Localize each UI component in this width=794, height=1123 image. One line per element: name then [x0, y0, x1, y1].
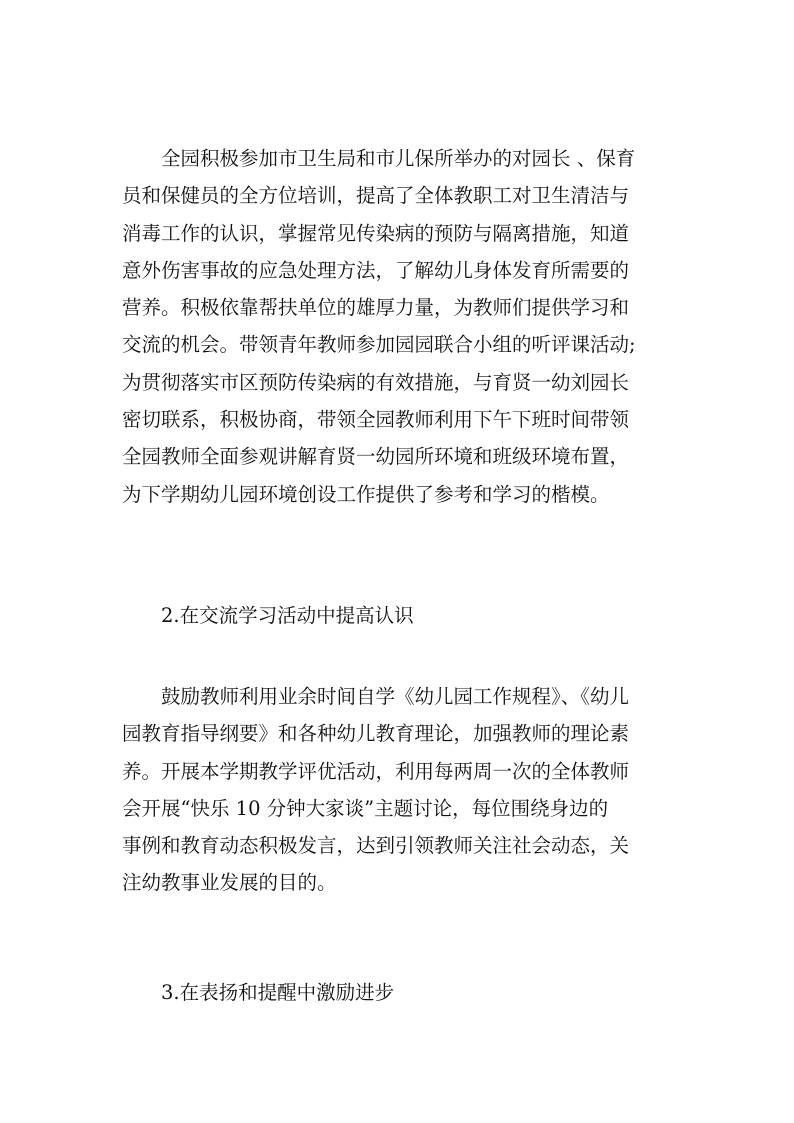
text-line: 全园教师全面参观讲解育贤一幼园所环境和班级环境布置，	[122, 445, 630, 469]
text-line: 为下学期幼儿园环境创设工作提供了参考和学习的楷模。	[122, 482, 610, 506]
section-heading-3: 3.在表扬和提醒中激励进步	[161, 981, 395, 1004]
text-line: 鼓励教师利用业余时间自学《幼儿园工作规程》、《幼儿	[122, 685, 630, 708]
text-line: 注幼教事业发展的目的。	[122, 871, 337, 895]
text-line: 意外伤害事故的应急处理方法，了解幼儿身体发育所需要的	[122, 258, 630, 282]
text-line: 养。开展本学期教学评优活动，利用每两周一次的全体教师	[122, 759, 630, 783]
section-heading-2: 2.在交流学习活动中提高认识	[161, 604, 414, 627]
paragraph-training	[122, 140, 682, 513]
text-line: 消毒工作的认识，掌握常见传染病的预防与隔离措施，知道	[122, 221, 630, 245]
text-line: 会开展“快乐 10 分钟大家谈”主题讨论，每位围绕身边的	[122, 796, 609, 820]
text-line: 营养。积极依靠帮扶单位的雄厚力量，为教师们提供学习和	[122, 296, 630, 320]
text-line: 园教育指导纲要》和各种幼儿教育理论，加强教师的理论素	[122, 722, 630, 746]
text-line: 为贯彻落实市区预防传染病的有效措施，与育贤一幼刘园长	[122, 370, 630, 394]
text-line: 交流的机会。带领青年教师参加园园联合小组的听评课活动;	[122, 333, 636, 357]
text-line: 员和保健员的全方位培训，提高了全体教职工对卫生清洁与	[122, 184, 630, 208]
text-line: 全园积极参加市卫生局和市儿保所举办的对园长 、保育	[122, 147, 636, 170]
text-line: 密切联系，积极协商，带领全园教师利用下午下班时间带领	[122, 408, 630, 432]
paragraph-learning	[122, 678, 682, 902]
text-line: 事例和教育动态积极发言，达到引领教师关注社会动态，关	[122, 834, 630, 858]
